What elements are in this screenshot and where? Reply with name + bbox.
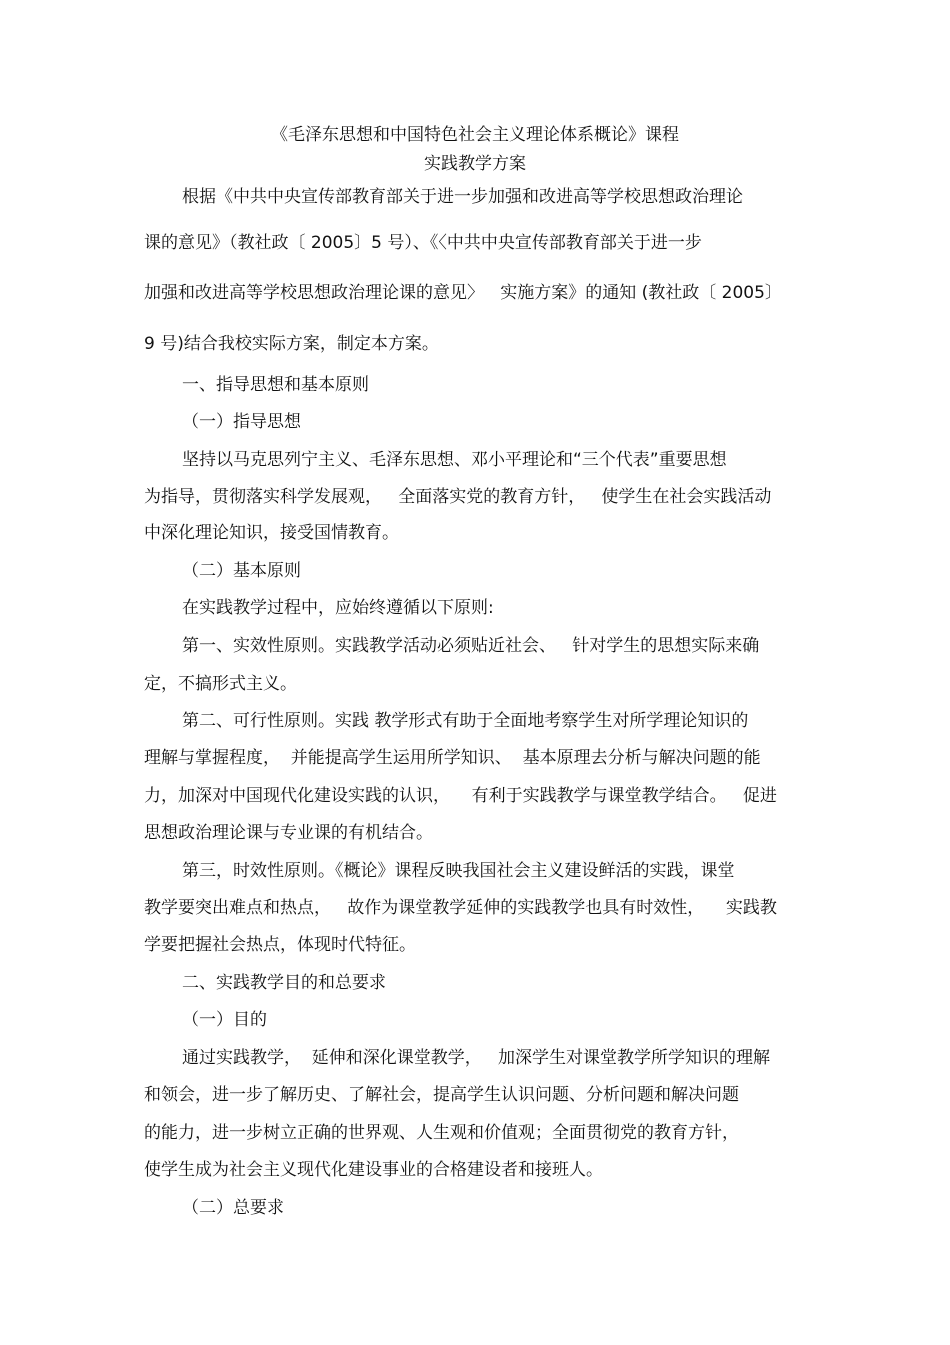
paragraph-line: 学要把握社会热点，体现时代特征。 bbox=[144, 935, 416, 955]
paragraph-line: 第三，时效性原则。《概论》课程反映我国社会主义建设鲜活的实践，课堂 bbox=[182, 861, 735, 881]
paragraph-line: 加强和改进高等学校思想政治理论课的意见〉 实施方案》的通知 (教社政〔 2005〕 bbox=[144, 283, 782, 303]
paragraph-line: 坚持以马克思列宁主义、毛泽东思想、邓小平理论和“三个代表”重要思想 bbox=[182, 450, 727, 470]
paragraph-line: 使学生成为社会主义现代化建设事业的合格建设者和接班人。 bbox=[144, 1160, 603, 1180]
paragraph-line: 课的意见》（教社政〔 2005〕5 号）、《〈中共中央宣传部教育部关于进一步 bbox=[144, 233, 702, 253]
subsection-heading: （二）总要求 bbox=[182, 1198, 284, 1218]
subsection-heading: （一）指导思想 bbox=[182, 412, 301, 432]
subsection-heading: （一）目的 bbox=[182, 1010, 267, 1030]
document-title: 《毛泽东思想和中国特色社会主义理论体系概论》课程 bbox=[271, 125, 679, 145]
section-heading: 二、实践教学目的和总要求 bbox=[182, 973, 386, 993]
paragraph-line: 教学要突出难点和热点， 故作为课堂教学延伸的实践教学也具有时效性， 实践教 bbox=[144, 898, 777, 918]
paragraph-line: 根据《中共中央宣传部教育部关于进一步加强和改进高等学校思想政治理论 bbox=[182, 187, 743, 207]
paragraph-line: 9 号)结合我校实际方案，制定本方案。 bbox=[144, 334, 439, 354]
section-heading: 一、指导思想和基本原则 bbox=[182, 375, 369, 395]
paragraph-line: 在实践教学过程中，应始终遵循以下原则: bbox=[182, 598, 494, 618]
paragraph-line: 理解与掌握程度， 并能提高学生运用所学知识、 基本原理去分析与解决问题的能 bbox=[144, 748, 761, 768]
paragraph-line: 为指导，贯彻落实科学发展观， 全面落实党的教育方针， 使学生在社会实践活动 bbox=[144, 487, 772, 507]
paragraph-line: 第二、可行性原则。实践 教学形式有助于全面地考察学生对所学理论知识的 bbox=[182, 711, 749, 731]
paragraph-line: 中深化理论知识，接受国情教育。 bbox=[144, 523, 399, 543]
paragraph-line: 的能力，进一步树立正确的世界观、人生观和价值观；全面贯彻党的教育方针， bbox=[144, 1123, 739, 1143]
paragraph-line: 定，不搞形式主义。 bbox=[144, 674, 297, 694]
document-subtitle: 实践教学方案 bbox=[424, 154, 526, 174]
subsection-heading: （二）基本原则 bbox=[182, 561, 301, 581]
paragraph-line: 和领会，进一步了解历史、了解社会，提高学生认识问题、分析问题和解决问题 bbox=[144, 1085, 739, 1105]
paragraph-line: 第一、实效性原则。实践教学活动必须贴近社会、 针对学生的思想实际来确 bbox=[182, 636, 760, 656]
paragraph-line: 通过实践教学， 延伸和深化课堂教学， 加深学生对课堂教学所学知识的理解 bbox=[182, 1048, 771, 1068]
paragraph-line: 力，加深对中国现代化建设实践的认识， 有利于实践教学与课堂教学结合。 促进 bbox=[144, 786, 777, 806]
paragraph-line: 思想政治理论课与专业课的有机结合。 bbox=[144, 823, 433, 843]
